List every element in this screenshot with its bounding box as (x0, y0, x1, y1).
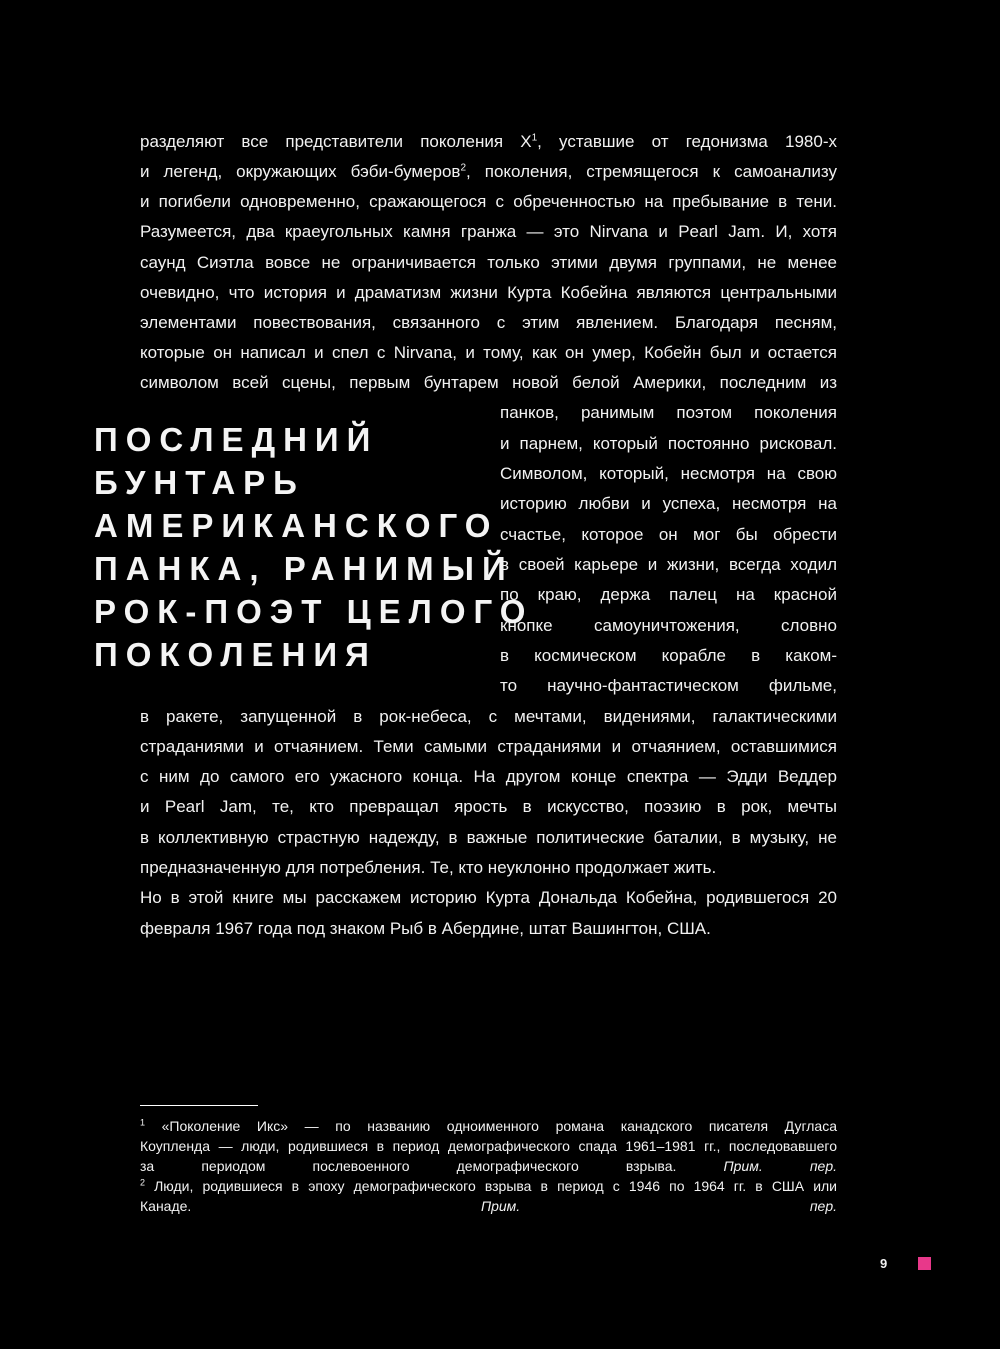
footnote-line: Коупленда — люди, родившиеся в период демографического спада 1961–1981 гг., последовавшего (140, 1138, 837, 1154)
body-line: и легенд, окружающих бэби-бумеров$^2$, поколения, стремящегося к самоанализу (140, 162, 837, 181)
footnote-line: за периодом послевоенного демографического взрыва. Прим. пер. (140, 1158, 837, 1174)
body-line: и парнем, который постоянно рисковал. (500, 434, 837, 453)
body-line: февраля 1967 года под знаком Рыб в Абердине, штат Вашингтон, США. (140, 919, 711, 938)
body-line: саунд Сиэтла вовсе не ограничивается только этими двумя группами, не менее (140, 253, 837, 272)
page-number: 9 (880, 1256, 888, 1271)
footnote-line: $^2$ Люди, родившиеся в эпоху демографического взрыва в период с 1946 по 1964 гг. в США или (140, 1177, 837, 1194)
body-line: предназначенную для потребления. Те, кто неуклонно продолжает жить. (140, 858, 717, 877)
body-line: кнопке самоуничтожения, словно (500, 616, 837, 635)
body-line: в своей карьере и жизни, всегда ходил (500, 555, 837, 574)
body-line: счастье, которое он мог бы обрести (500, 525, 837, 544)
page-marker-square (918, 1257, 931, 1270)
body-line: и погибели одновременно, сражающегося с обреченностью на пребывание в тени. (140, 192, 837, 211)
body-line: то научно-фантастическом фильме, (500, 676, 837, 695)
body-line: очевидно, что история и драматизм жизни Курта Кобейна являются центральными (140, 283, 837, 302)
body-line: которые он написал и спел с Nirvana, и тому, как он умер, Кобейн был и остается (140, 343, 837, 362)
footnote-line: $^1$ «Поколение Икс» — по названию одноименного романа канадского писателя Дугласа (140, 1117, 837, 1134)
body-line: разделяют все представители поколения $X^1$, уставшие от гедонизма 1980-х (140, 132, 837, 151)
body-line: в ракете, запущенной в рок-небеса, с мечтами, видениями, галактическими (140, 707, 837, 726)
pull-quote (94, 418, 534, 676)
body-line: символом всей сцены, первым бунтарем новой белой Америки, последним из (140, 373, 837, 392)
body-line: в коллективную страстную надежду, в важные политические баталии, в музыку, не (140, 828, 837, 847)
pull-quote-line: ПАНКА, РАНИМЫЙ (94, 550, 514, 587)
footnote-line: Канаде. Прим. пер. (140, 1198, 837, 1214)
body-line: с ним до самого его ужасного конца. На другом конце спектра — Эдди Веддер (140, 767, 837, 786)
pull-quote-line: РОК-ПОЭТ ЦЕЛОГО (94, 593, 534, 630)
body-line: историю любви и успеха, несмотря на (500, 494, 837, 513)
body-line: страданиями и отчаянием. Теми самыми страданиями и отчаянием, оставшимися (140, 737, 837, 756)
body-line: панков, ранимым поэтом поколения (500, 403, 837, 422)
body-line: по краю, держа палец на красной (500, 585, 837, 604)
footnote-divider (140, 1105, 258, 1106)
pull-quote-line: ПОКОЛЕНИЯ (94, 636, 377, 673)
body-line: и Pearl Jam, те, кто превращал ярость в искусство, поэзию в рок, мечты (140, 797, 837, 816)
body-line: Символом, который, несмотря на свою (500, 464, 837, 483)
body-line: элементами повествования, связанного с этим явлением. Благодаря песням, (140, 313, 837, 332)
body-line: в космическом корабле в каком- (500, 646, 837, 665)
pull-quote-line: АМЕРИКАНСКОГО (94, 507, 499, 544)
body-line: Разумеется, два краеугольных камня гранжа — это Nirvana и Pearl Jam. И, хотя (140, 222, 837, 241)
pull-quote-line: БУНТАРЬ (94, 464, 305, 501)
body-line: Но в этой книге мы расскажем историю Курта Дональда Кобейна, родившегося 20 (140, 888, 837, 907)
pull-quote-line: ПОСЛЕДНИЙ (94, 421, 379, 458)
